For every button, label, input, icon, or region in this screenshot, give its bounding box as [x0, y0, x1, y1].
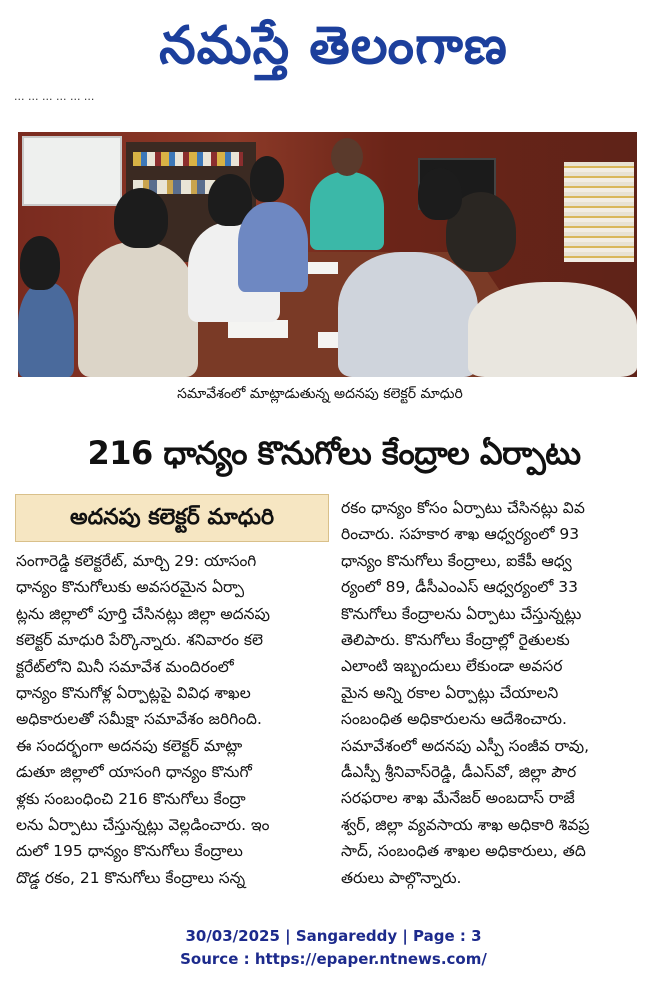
- article-subhead: అదనపు కలెక్టర్ మాధురి: [70, 505, 274, 530]
- article-headline: 216 ధాన్యం కొనుగోలు కేంద్రాల ఏర్పాటు: [87, 434, 581, 472]
- meeting-photo: [18, 132, 637, 377]
- article-text-line: ఎలాంటి ఇబ్బందులు లేకుండా అవసర: [341, 657, 563, 676]
- newspaper-title: నమస్తే తెలంగాణ: [159, 15, 508, 76]
- article-text-line: ధాన్యం కొనుగోళ్ల ఏర్పాట్లపై వివిధ శాఖల: [16, 684, 251, 703]
- article-text-line: సాద్, సంబంధిత శాఖల అధికారులు, తది: [341, 842, 586, 861]
- article-text-line: మైన అన్ని రకాల ఏర్పాట్లు చేయాలని: [341, 683, 559, 702]
- article-text-line: ళ్లకు సంబంధించి 216 కొనుగోలు కేంద్రా: [16, 789, 246, 808]
- photo-binders: [133, 152, 243, 166]
- article-text-line: డుతూ జిల్లాలో యాసంగి ధాన్యం కొనుగో: [16, 763, 252, 782]
- article-text-line: దులో 195 ధాన్యం కొనుగోలు కేంద్రాలు: [16, 842, 243, 861]
- article-text-line: ట్లను జిల్లాలో పూర్తి చేసినట్లు జిల్లా అదనపు: [16, 604, 270, 623]
- photo-person: [310, 172, 384, 250]
- article-text-line: ర్యంలో 89, డీసీఎంఎస్ ఆధ్వర్యంలో 33: [341, 578, 579, 597]
- article-text-line: సంగారెడ్డి కలెక్టరేట్, మార్చి 29: యాసంగి: [16, 552, 257, 570]
- article-text-line: ఈ సందర్భంగా అదనపు కలెక్టర్ మాట్లా: [16, 736, 243, 755]
- cut-text: ... ... ... ... ... ...: [14, 94, 95, 103]
- masthead: [0, 0, 667, 92]
- photo-whiteboard: [22, 136, 122, 206]
- photo-file-stack: [564, 162, 634, 262]
- subhead-box: [15, 494, 329, 542]
- article-text-line: ధాన్యం కొనుగోలు కేంద్రాలు, ఐకేపీ ఆధ్వ: [341, 551, 572, 570]
- photo-person-head: [114, 188, 168, 248]
- footer-dateline: 30/03/2025 | Sangareddy | Page : 3: [185, 927, 482, 945]
- article-text-line: కొనుగోలు కేంద్రాలను ఏర్పాటు చేస్తున్నట్లు: [341, 604, 582, 623]
- article-text-line: సమావేశంలో అదనపు ఎస్పీ సంజీవ రావు,: [341, 736, 590, 755]
- photo-person-head: [250, 156, 284, 202]
- photo-caption: సమావేశంలో మాట్లాడుతున్న అదనపు కలెక్టర్ మాధురి: [177, 386, 463, 402]
- footer-source: Source : https://epaper.ntnews.com/: [180, 950, 487, 968]
- photo-paper: [228, 320, 288, 338]
- article-text-line: డీఎస్పీ శ్రీనివాస్‌రెడ్డి, డీఎస్‌వో, జిల్లా పౌర: [341, 763, 577, 782]
- article-column-left: [16, 548, 328, 900]
- photo-person: [338, 252, 478, 377]
- article-text-line: దొడ్డ రకం, 21 కొనుగోలు కేంద్రాలు సన్న: [16, 868, 246, 887]
- article-column-right: [341, 495, 635, 900]
- article-text-line: కలెక్టర్ మాధురి పేర్కొన్నారు. శనివారం కలె: [16, 631, 263, 650]
- photo-person-head: [418, 168, 462, 220]
- photo-person-head: [20, 236, 60, 290]
- article-text-line: రించారు. సహకార శాఖ ఆధ్వర్యంలో 93: [341, 525, 580, 544]
- article-text-line: లను ఏర్పాటు చేస్తున్నట్లు వెల్లడించారు. ఇం: [16, 816, 270, 835]
- photo-person: [78, 242, 198, 377]
- article-text-line: అధికారులతో సమీక్షా సమావేశం జరిగింది.: [16, 710, 262, 729]
- article-text-line: రకం ధాన్యం కోసం ఏర్పాటు చేసినట్లు వివ: [341, 499, 585, 517]
- article-text-line: సరఫరాల శాఖ మేనేజర్ అంబదాస్ రాజే: [341, 789, 575, 808]
- article-text-line: తెలిపారు. కొనుగోలు కేంద్రాల్లో రైతులకు: [341, 631, 570, 650]
- photo-person: [238, 202, 308, 292]
- photo-person: [468, 282, 637, 377]
- photo-person: [18, 282, 74, 377]
- article-text-line: క్టరేట్‌లోని మినీ సమావేశ మందిరంలో: [16, 657, 234, 676]
- article-text-line: శ్వర్, జిల్లా వ్యవసాయ శాఖ అధికారి శివప్ర: [341, 815, 590, 834]
- photo-person-head: [331, 138, 363, 176]
- article-text-line: తరులు పాల్గొన్నారు.: [341, 868, 462, 887]
- article-text-line: సంబంధిత అధికారులను ఆదేశించారు.: [341, 710, 567, 729]
- cut-text-strip: [14, 94, 654, 106]
- article-text-line: ధాన్యం కొనుగోలుకు అవసరమైన ఏర్పా: [16, 578, 245, 597]
